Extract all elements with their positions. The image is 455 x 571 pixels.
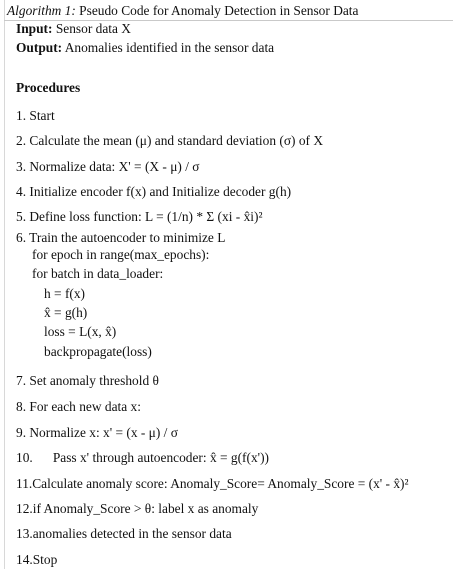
step-9: 9. Normalize x: x' = (x - μ) / σ (16, 425, 178, 440)
algorithm-caption (7, 3, 358, 19)
procedures-heading: Procedures (16, 80, 81, 95)
output-line (16, 40, 274, 56)
step-2: 2. Calculate the mean (μ) and standard deviation (σ) of X (16, 133, 324, 148)
step-10: 10. Pass x' through autoencoder: x̂ = g(f(x')) (16, 450, 269, 465)
input-line (16, 21, 131, 37)
step-12: 12.if Anomaly_Score > θ: label x as anomaly (16, 501, 259, 516)
backprop-line: backpropagate(loss) (44, 344, 152, 359)
step-8: 8. For each new data x: (16, 399, 141, 414)
step-6: 6. Train the autoencoder to minimize L (16, 230, 226, 245)
input-label: Input: (16, 21, 53, 36)
caption-label: Algorithm 1: (7, 3, 76, 18)
step-1: 1. Start (16, 108, 55, 123)
step-13: 13.anomalies detected in the sensor data (16, 526, 232, 541)
step-5: 5. Define loss function: L = (1/n) * Σ (xi - x̂i)² (16, 209, 263, 224)
caption-title: Pseudo Code for Anomaly Detection in Sensor Data (79, 3, 359, 18)
epoch-loop-line: for epoch in range(max_epochs): (32, 247, 210, 262)
step-7: 7. Set anomaly threshold θ (16, 373, 159, 388)
output-label: Output: (16, 40, 63, 55)
loss-line: loss = L(x, x̂) (44, 324, 117, 339)
batch-loop-line: for batch in data_loader: (32, 266, 164, 281)
decode-line: x̂ = g(h) (44, 305, 88, 320)
input-value: Sensor data X (55, 21, 131, 36)
step-4: 4. Initialize encoder f(x) and Initialize decoder g(h) (16, 184, 292, 199)
step-3: 3. Normalize data: X' = (X - μ) / σ (16, 159, 200, 174)
step-11: 11.Calculate anomaly score: Anomaly_Score= Anomaly_Score = (x' - x̂)² (16, 476, 409, 491)
encode-line: h = f(x) (44, 286, 86, 301)
output-value: Anomalies identified in the sensor data (64, 40, 275, 55)
step-14: 14.Stop (16, 552, 58, 567)
